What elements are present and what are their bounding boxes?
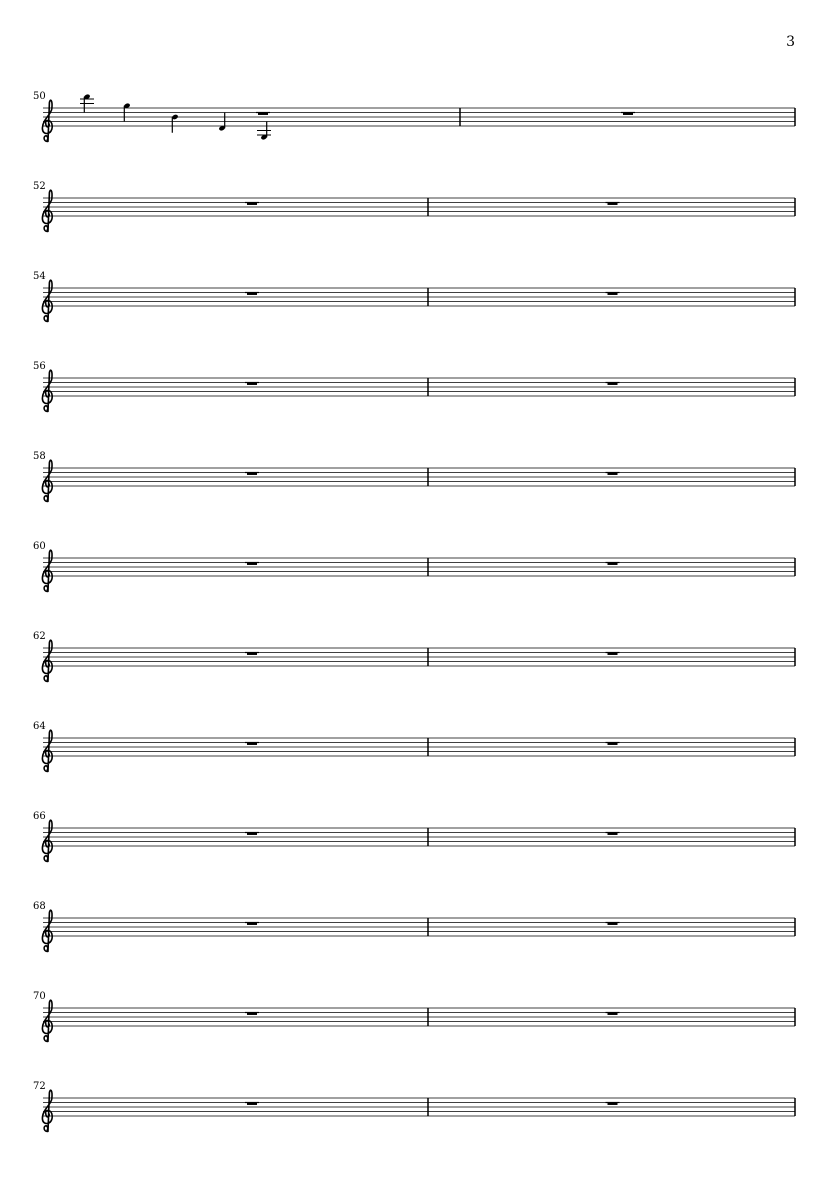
- staff-system: [33, 361, 795, 411]
- treble-clef-icon: [42, 640, 52, 681]
- staff-system: [33, 541, 795, 591]
- treble-clef-icon: [42, 910, 52, 951]
- measure-number: 50: [33, 91, 46, 102]
- treble-clef-icon: [42, 370, 52, 411]
- measure-number: 52: [33, 181, 46, 192]
- page-number: 3: [786, 34, 795, 50]
- treble-clef-icon: [42, 730, 52, 771]
- staff-system: [33, 721, 795, 771]
- measure-number: 64: [33, 721, 46, 732]
- staff-system: [33, 631, 795, 681]
- systems: [33, 91, 795, 1131]
- measure-number: 68: [33, 901, 46, 912]
- measure-number: 56: [33, 361, 46, 372]
- staff-system: [33, 181, 795, 231]
- treble-clef-icon: [42, 1090, 52, 1131]
- measure-number: 66: [33, 811, 46, 822]
- staff-system: [33, 91, 795, 141]
- measure-number: 72: [33, 1081, 46, 1092]
- treble-clef-icon: [42, 460, 52, 501]
- staff-system: [33, 811, 795, 861]
- measure-number: 70: [33, 991, 46, 1002]
- treble-clef-icon: [42, 100, 52, 141]
- staff-system: [33, 451, 795, 501]
- measure-number: 60: [33, 541, 46, 552]
- treble-clef-icon: [42, 820, 52, 861]
- staff-system: [33, 1081, 795, 1131]
- staff-system: [33, 991, 795, 1041]
- measure-number: 62: [33, 631, 46, 642]
- treble-clef-icon: [42, 280, 52, 321]
- treble-clef-icon: [42, 550, 52, 591]
- staff-system: [33, 901, 795, 951]
- staff-system: [33, 271, 795, 321]
- measure-number: 58: [33, 451, 46, 462]
- measure-number: 54: [33, 271, 46, 282]
- treble-clef-icon: [42, 190, 52, 231]
- treble-clef-icon: [42, 1000, 52, 1041]
